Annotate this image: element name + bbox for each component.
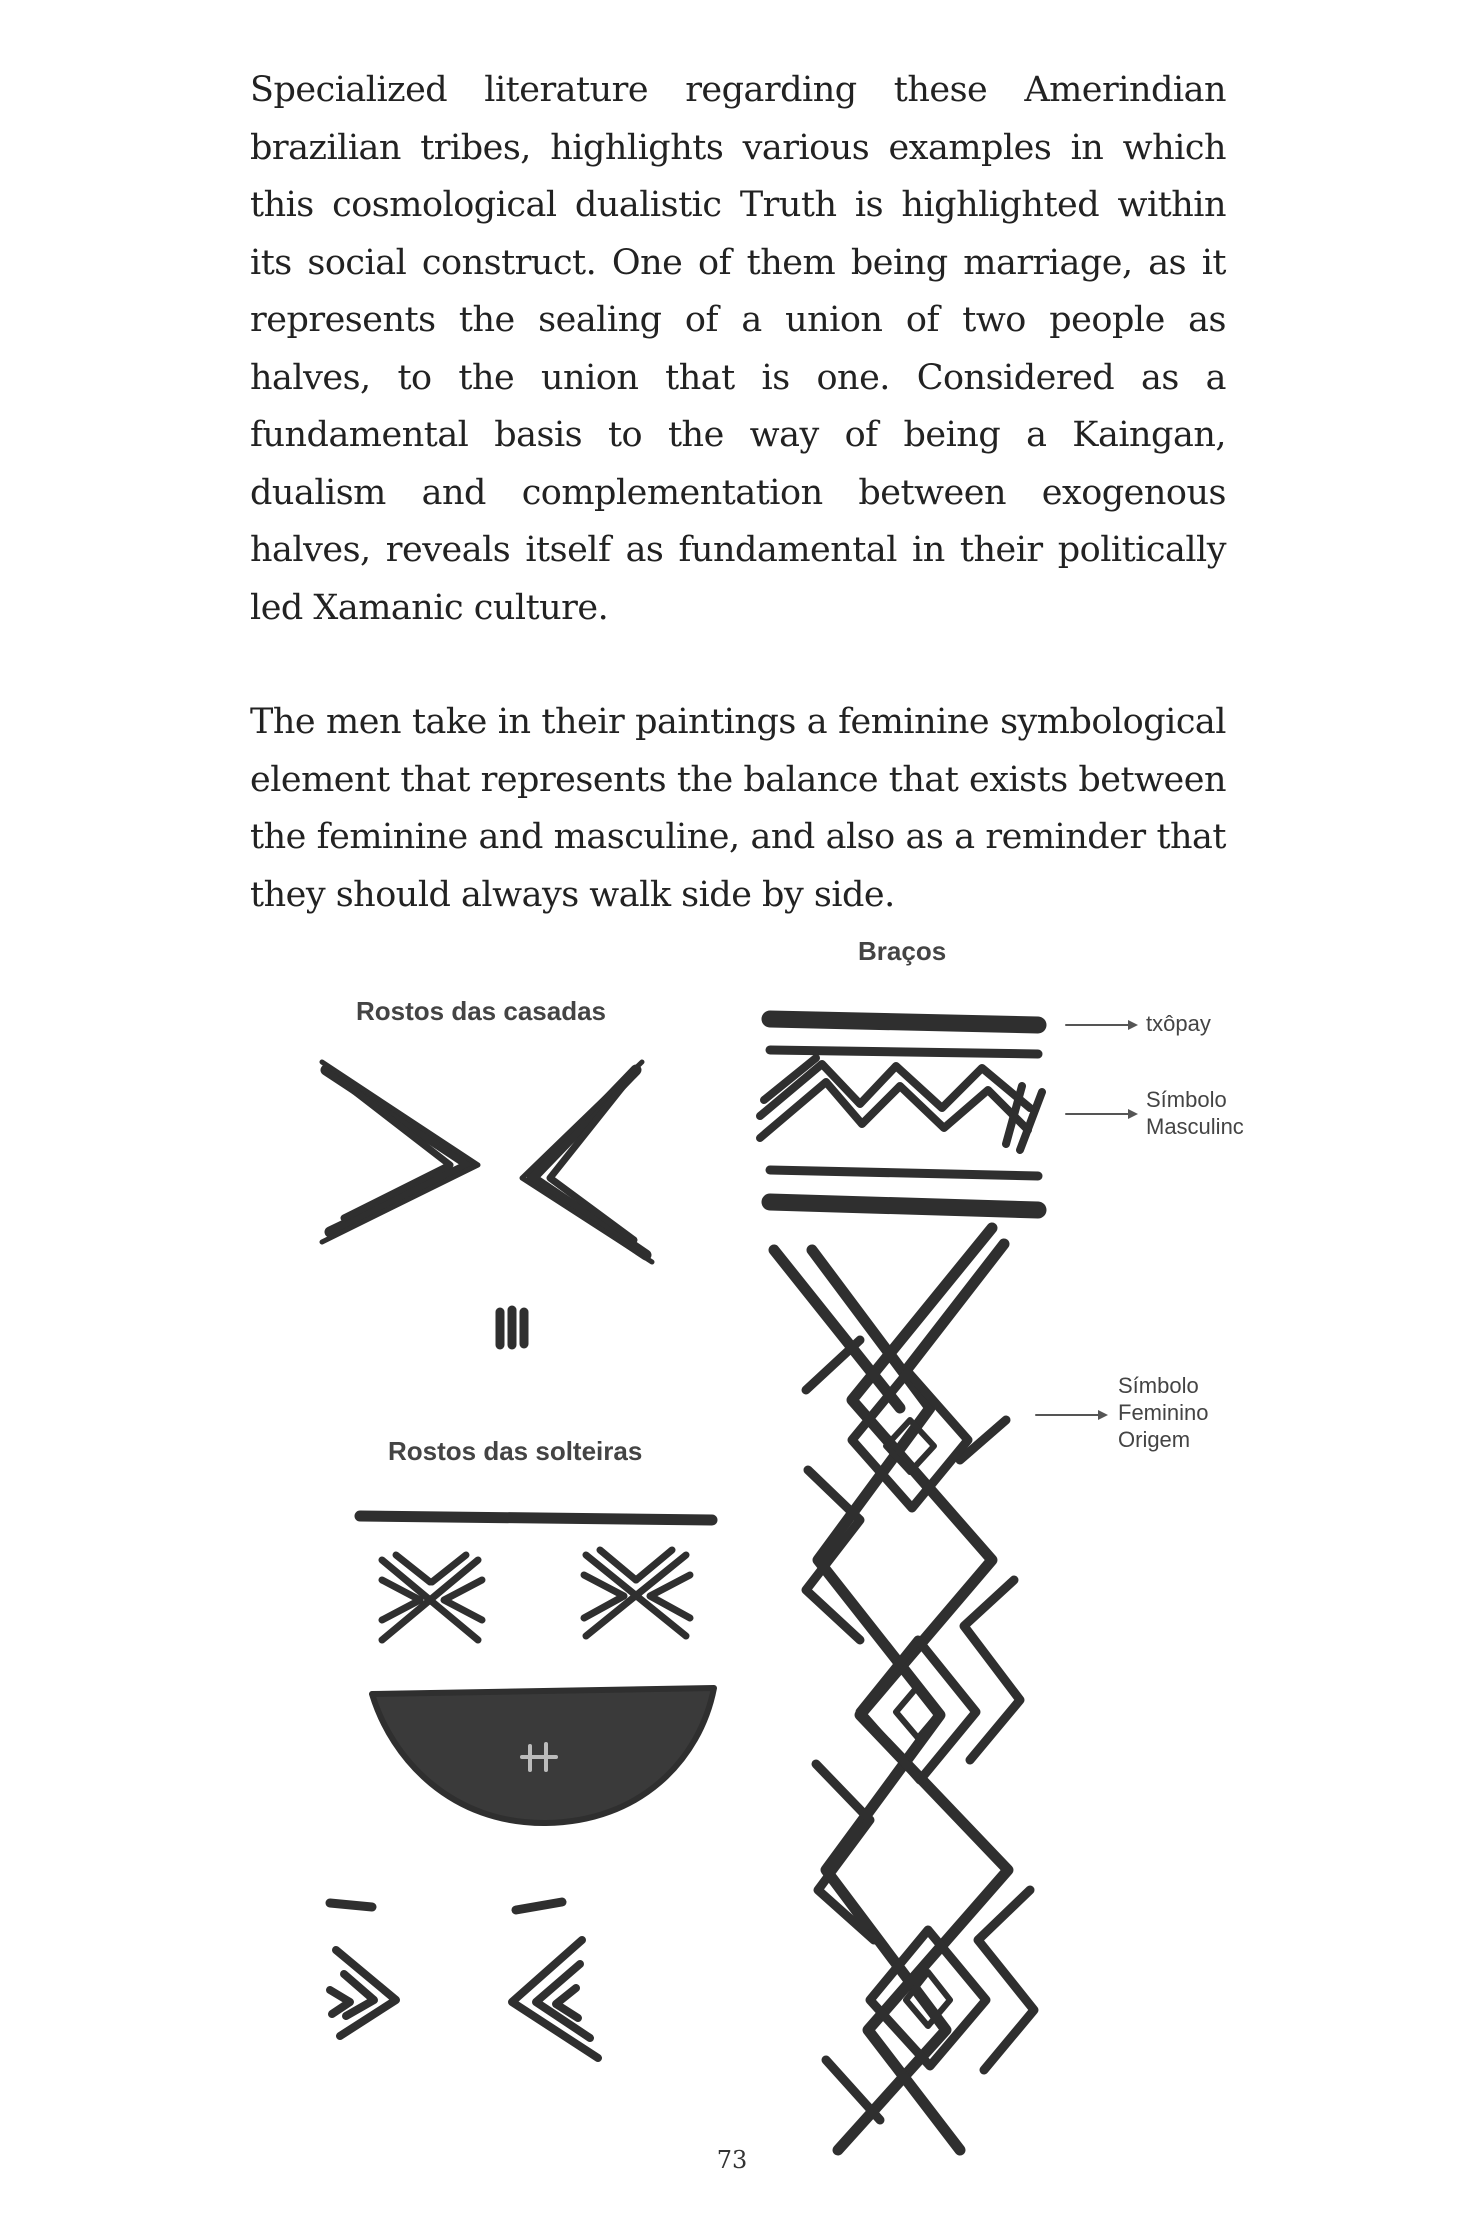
paragraph-2: The men take in their paintings a feminine symbological element that represents the balance that exists between the feminine and masculine, and also as a reminder that they should always walk side by side. [250, 702, 1226, 915]
single-lower-left-chevron [330, 1950, 396, 2036]
arms-middle-thin-line [770, 1170, 1038, 1176]
annotation-feminine-symbol: Símbolo Feminino Origem [1118, 1373, 1209, 1452]
single-right-eye [584, 1550, 690, 1636]
arms-middle-band [770, 1202, 1038, 1210]
paragraph-1: Specialized literature regarding these Amerindian brazilian tribes, highlights various examples in which this cosmological dualistic Truth is highlighted within its social construct. One of them being marriage, as it represents the sealing of a union of two people as halves, to the union that is one. Considered as a fundamental basis to the way of being a Kaingan, dualism and complementation between exogenous halves, reveals itself as fundamental in their politically led Xamanic culture. [250, 70, 1226, 628]
single-face-drawing [330, 1516, 714, 2058]
label-single-faces: Rostos das solteiras [388, 1436, 643, 1466]
body-text [250, 62, 1226, 924]
annotation-txopay: txôpay [1146, 1011, 1211, 1036]
married-mouth-mark [500, 1310, 524, 1345]
arms-top-thin-line [770, 1050, 1038, 1054]
single-left-eye [382, 1555, 482, 1640]
annotation-masculine-symbol: Símbolo Masculinc [1146, 1087, 1244, 1139]
arms-top-band [770, 1019, 1038, 1025]
label-married-faces: Rostos das casadas [356, 996, 607, 1026]
single-mouth-marks [522, 1744, 556, 1770]
arms-zigzag-symbol [760, 1058, 1042, 1150]
single-lower-right-chevron [512, 1940, 598, 2058]
arms-diamond-chain [774, 1228, 1034, 2150]
arms-drawing [760, 1019, 1042, 2150]
married-face-drawing [322, 1062, 652, 1345]
single-forehead-line [360, 1516, 712, 1520]
annotation-arrows [1036, 1025, 1130, 1415]
page-number: 73 [716, 2146, 748, 2174]
label-arms: Braços [858, 936, 947, 966]
single-chin-dashes [330, 1902, 562, 1910]
married-right-chevron [522, 1062, 652, 1262]
married-left-chevron [322, 1062, 478, 1242]
single-mouth-bowl [372, 1688, 714, 1823]
